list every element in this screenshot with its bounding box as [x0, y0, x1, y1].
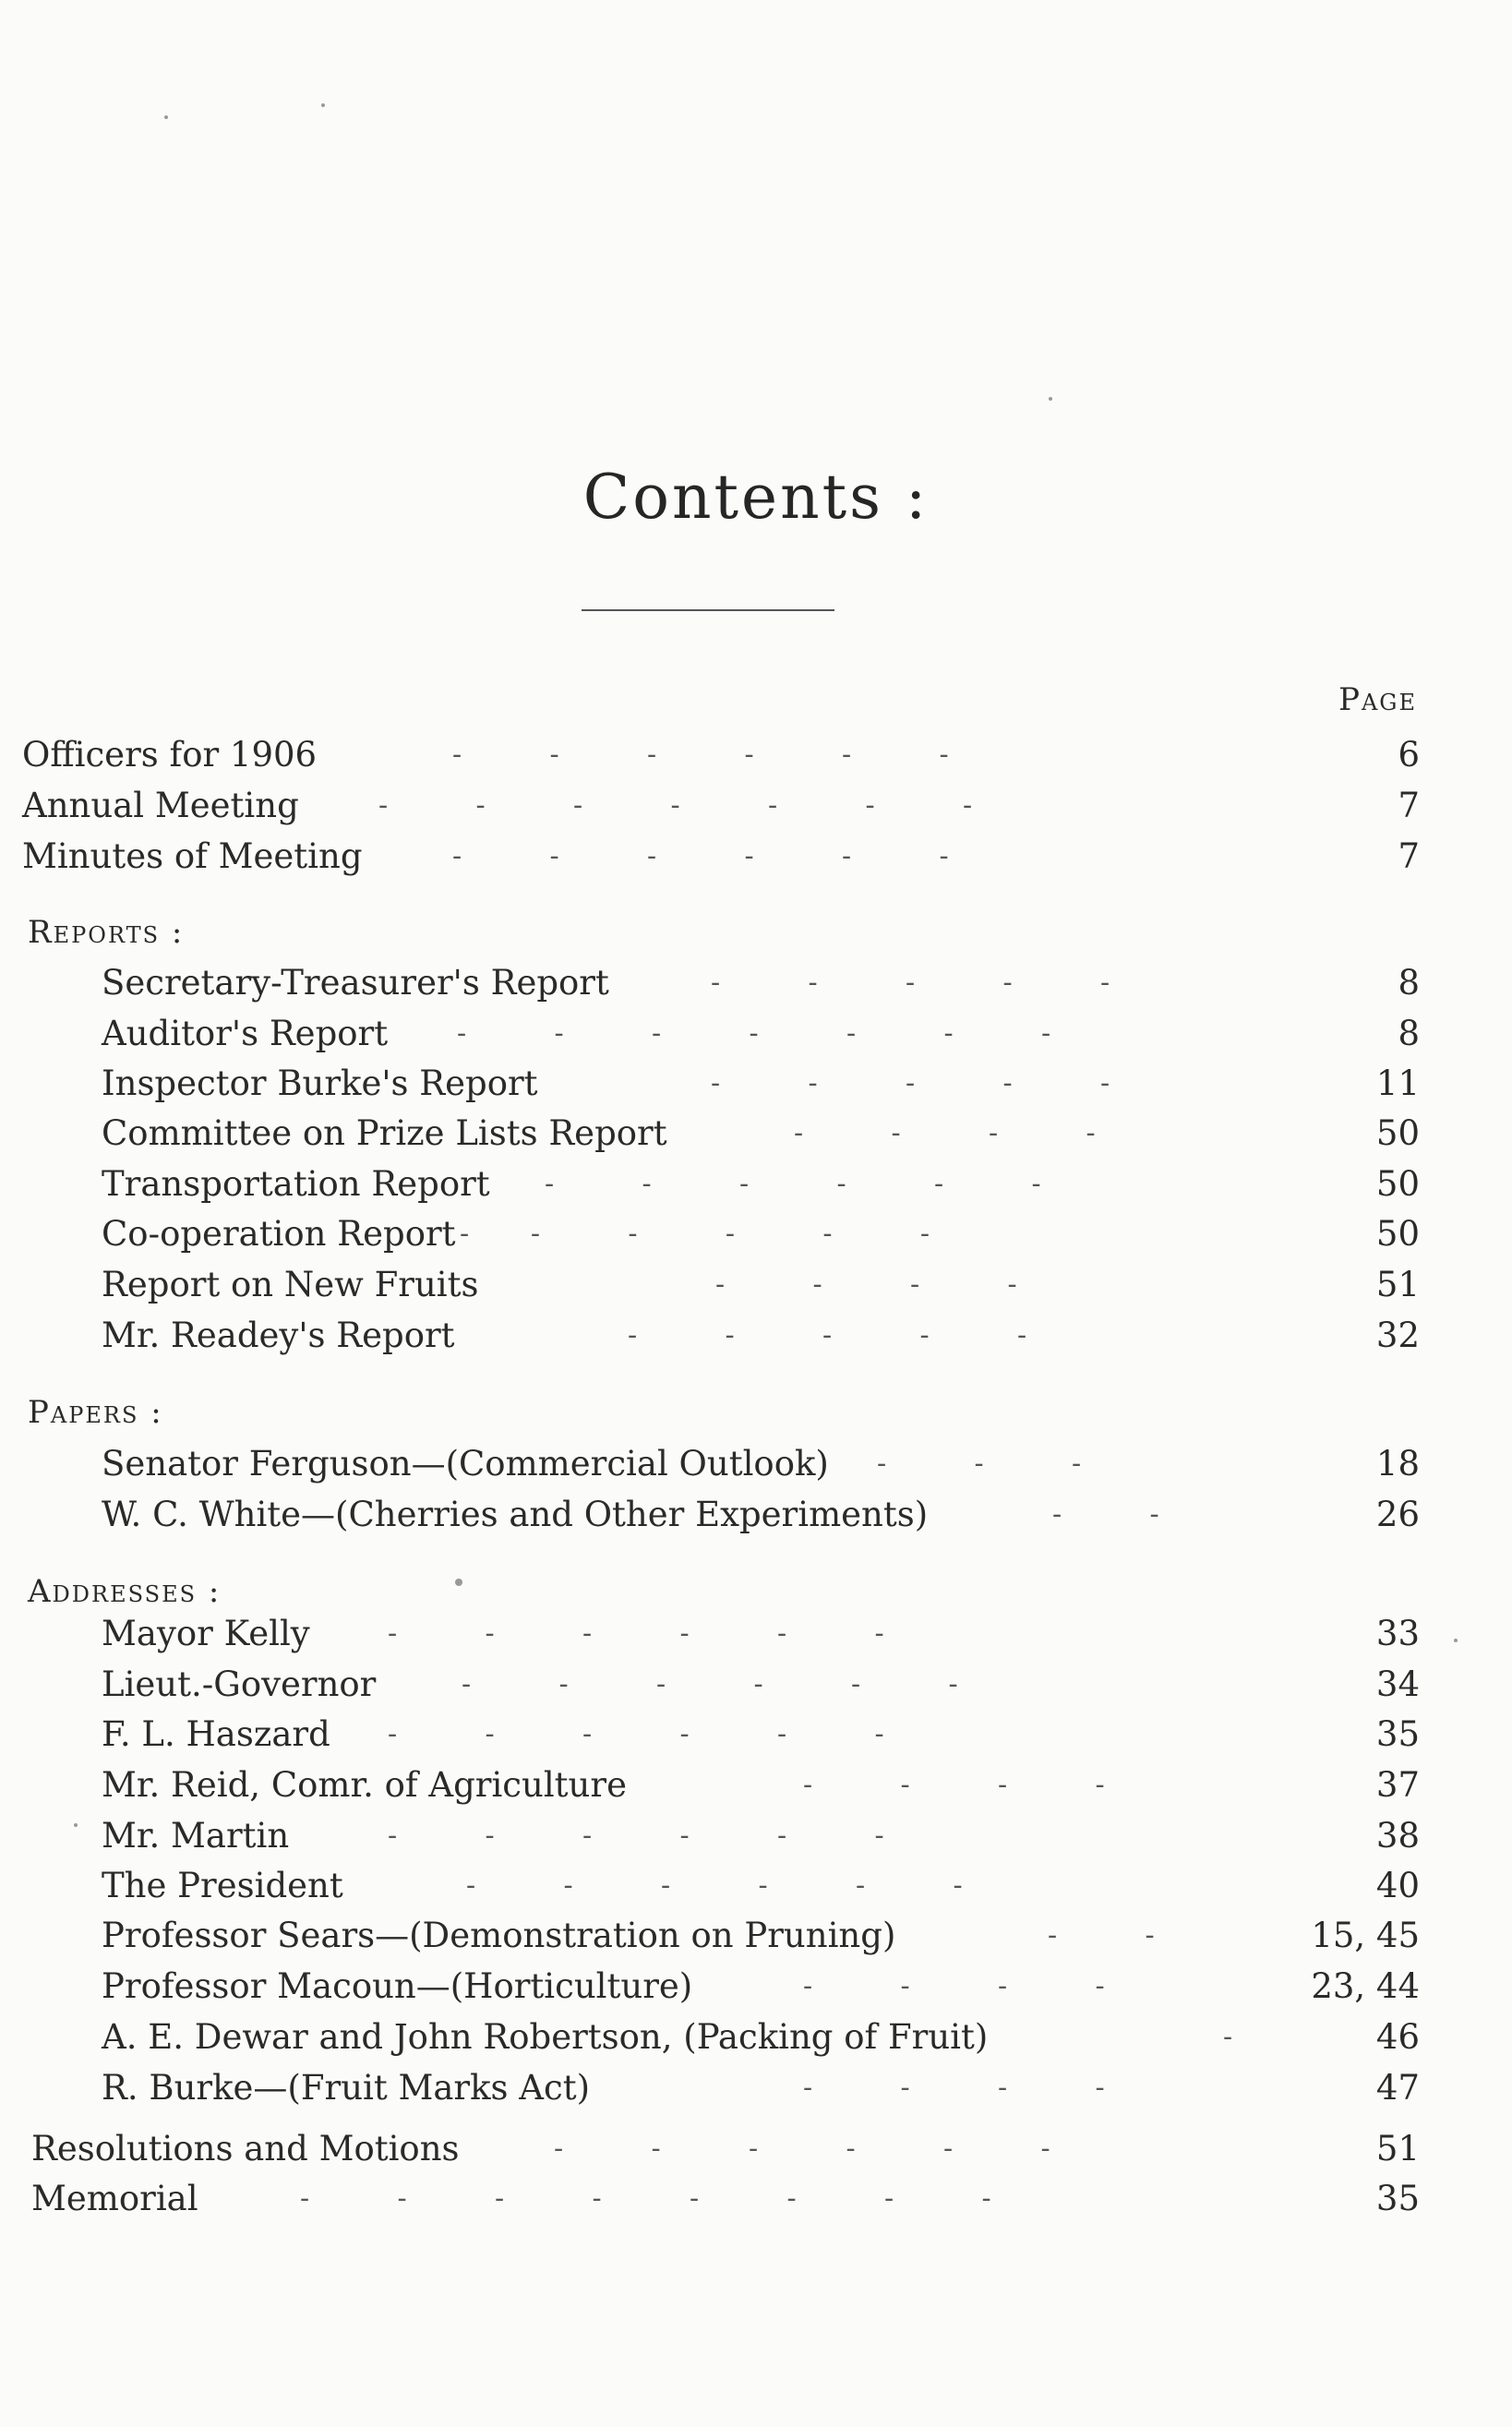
leader-dots: - - - - - -	[460, 1218, 930, 1250]
toc-entry-label: Auditor's Report	[102, 1014, 389, 1053]
toc-entry-page: 51	[1375, 1265, 1420, 1304]
toc-entry	[0, 1111, 1512, 1156]
toc-entry-label: Committee on Prize Lists Report	[102, 1113, 667, 1153]
toc-entry-resolutions	[0, 2127, 1512, 2171]
toc-entry	[0, 1663, 1512, 1707]
leader-dots: - - - - - -	[388, 1820, 884, 1852]
leader-dots: - - -	[877, 1448, 1082, 1480]
section-heading-addresses: Addresses :	[28, 1573, 222, 1610]
toc-entry-minutes	[0, 835, 1512, 879]
leader-dots: - - - - - -	[388, 1617, 884, 1650]
paper-speck	[164, 115, 168, 119]
toc-entry-page: 50	[1375, 1113, 1420, 1153]
toc-entry-annual-meeting	[0, 784, 1512, 828]
toc-entry-label: Memorial	[31, 2179, 198, 2218]
toc-entry-label: Inspector Burke's Report	[102, 1063, 538, 1103]
toc-entry-label: R. Burke—(Fruit Marks Act)	[102, 2068, 591, 2108]
leader-dots: - - - - - - - -	[300, 2182, 991, 2215]
leader-dots: - - - -	[803, 2072, 1105, 2104]
leader-dots: - - - - - -	[554, 2133, 1050, 2165]
toc-entry-label: Senator Ferguson—(Commercial Outlook)	[102, 1444, 829, 1484]
paper-speck	[74, 1823, 78, 1827]
toc-entry-page: 47	[1375, 2068, 1420, 2108]
leader-dots: - - - - - -	[452, 840, 949, 872]
toc-entry	[0, 1442, 1512, 1486]
section-heading-reports: Reports :	[28, 914, 185, 951]
leader-dots: - - - -	[715, 1268, 1017, 1301]
toc-entry-page: 50	[1375, 1214, 1420, 1254]
page-title: Contents :	[582, 462, 930, 533]
toc-entry-label: Mr. Readey's Report	[102, 1316, 455, 1355]
toc-entry-label: Resolutions and Motions	[31, 2129, 460, 2169]
leader-dots: - - - - - -	[466, 1869, 963, 1902]
leader-dots: - - - - - -	[545, 1168, 1041, 1200]
toc-entry-label: Officers for 1906	[22, 735, 318, 775]
toc-entry-page: 23, 44	[1311, 1966, 1420, 2006]
title-rule	[582, 609, 834, 611]
toc-entry-page: 46	[1375, 2017, 1420, 2057]
toc-entry-label: Mayor Kelly	[102, 1614, 310, 1653]
toc-entry-page: 51	[1375, 2129, 1420, 2169]
toc-entry-page: 11	[1375, 1063, 1420, 1103]
toc-entry-label: Report on New Fruits	[102, 1265, 479, 1304]
toc-entry-memorial	[0, 2177, 1512, 2221]
leader-dots: - - - -	[803, 1769, 1105, 1801]
toc-entry	[0, 2015, 1512, 2060]
leader-dots: - - - - -	[711, 967, 1110, 999]
toc-entry	[0, 1612, 1512, 1656]
leader-dots: - -	[1048, 1919, 1155, 1952]
leader-dots: - - - - - - -	[457, 1017, 1051, 1050]
toc-entry-page: 6	[1398, 735, 1420, 775]
paper-speck	[455, 1579, 462, 1586]
toc-entry-page: 26	[1375, 1495, 1420, 1534]
toc-entry-page: 40	[1375, 1866, 1420, 1905]
paper-speck	[321, 103, 325, 107]
leader-dots: - -	[1052, 1498, 1159, 1531]
toc-entry-page: 33	[1375, 1614, 1420, 1653]
toc-entry	[0, 1814, 1512, 1858]
toc-entry-page: 38	[1375, 1816, 1420, 1856]
paper-speck	[1049, 397, 1052, 401]
toc-entry-label: The President	[102, 1866, 343, 1905]
toc-entry	[0, 1062, 1512, 1106]
toc-entry-page: 50	[1375, 1164, 1420, 1204]
toc-entry	[0, 1212, 1512, 1256]
toc-entry-label: Lieut.-Governor	[102, 1664, 377, 1704]
toc-entry-page: 37	[1375, 1765, 1420, 1805]
toc-entry	[0, 2066, 1512, 2110]
toc-entry-page: 32	[1375, 1316, 1420, 1355]
paper-speck	[1454, 1639, 1458, 1642]
toc-entry	[0, 1012, 1512, 1056]
toc-entry-label: Minutes of Meeting	[22, 836, 363, 876]
toc-entry-label: F. L. Haszard	[102, 1714, 330, 1754]
toc-entry-page: 34	[1375, 1664, 1420, 1704]
toc-entry-page: 8	[1398, 1014, 1420, 1053]
toc-entry-label: Transportation Report	[102, 1164, 490, 1204]
toc-entry	[0, 1162, 1512, 1207]
toc-entry-page: 35	[1375, 2179, 1420, 2218]
leader-dots: - - - -	[803, 1970, 1105, 2002]
toc-entry-page: 7	[1398, 836, 1420, 876]
leader-dots: -	[1223, 2021, 1233, 2053]
toc-entry-label: Professor Macoun—(Horticulture)	[102, 1966, 693, 2006]
toc-entry-page: 15, 45	[1311, 1916, 1420, 1955]
toc-entry-label: W. C. White—(Cherries and Other Experiments)	[102, 1495, 929, 1534]
leader-dots: - - - - - -	[462, 1668, 958, 1700]
toc-entry	[0, 1712, 1512, 1757]
toc-entry-label: Co-operation Report	[102, 1214, 456, 1254]
page-column-header: Page	[1338, 681, 1417, 718]
leader-dots: - - - -	[794, 1117, 1096, 1149]
toc-entry-label: Mr. Martin	[102, 1816, 290, 1856]
toc-entry-page: 7	[1398, 786, 1420, 825]
toc-entry-label: Secretary-Treasurer's Report	[102, 963, 609, 1003]
toc-entry	[0, 1314, 1512, 1358]
toc-entry	[0, 1864, 1512, 1908]
leader-dots: - - - - - - -	[378, 789, 973, 822]
leader-dots: - - - - -	[711, 1067, 1110, 1099]
toc-entry-page: 8	[1398, 963, 1420, 1003]
toc-entry	[0, 1763, 1512, 1808]
toc-entry-officers	[0, 733, 1512, 777]
toc-entry	[0, 1493, 1512, 1537]
toc-entry-page: 18	[1375, 1444, 1420, 1484]
leader-dots: - - - - - -	[388, 1718, 884, 1750]
toc-entry	[0, 1914, 1512, 1958]
leader-dots: - - - - -	[628, 1319, 1027, 1352]
leader-dots: - - - - - -	[452, 739, 949, 771]
toc-entry	[0, 1263, 1512, 1307]
toc-entry-label: Mr. Reid, Comr. of Agriculture	[102, 1765, 627, 1805]
toc-entry-label: Professor Sears—(Demonstration on Pruning)	[102, 1916, 896, 1955]
toc-entry	[0, 961, 1512, 1005]
toc-entry-page: 35	[1375, 1714, 1420, 1754]
toc-entry-label: Annual Meeting	[22, 786, 299, 825]
toc-entry-label: A. E. Dewar and John Robertson, (Packing of Fruit)	[102, 2017, 989, 2057]
toc-entry	[0, 1964, 1512, 2009]
section-heading-papers: Papers :	[28, 1394, 163, 1431]
